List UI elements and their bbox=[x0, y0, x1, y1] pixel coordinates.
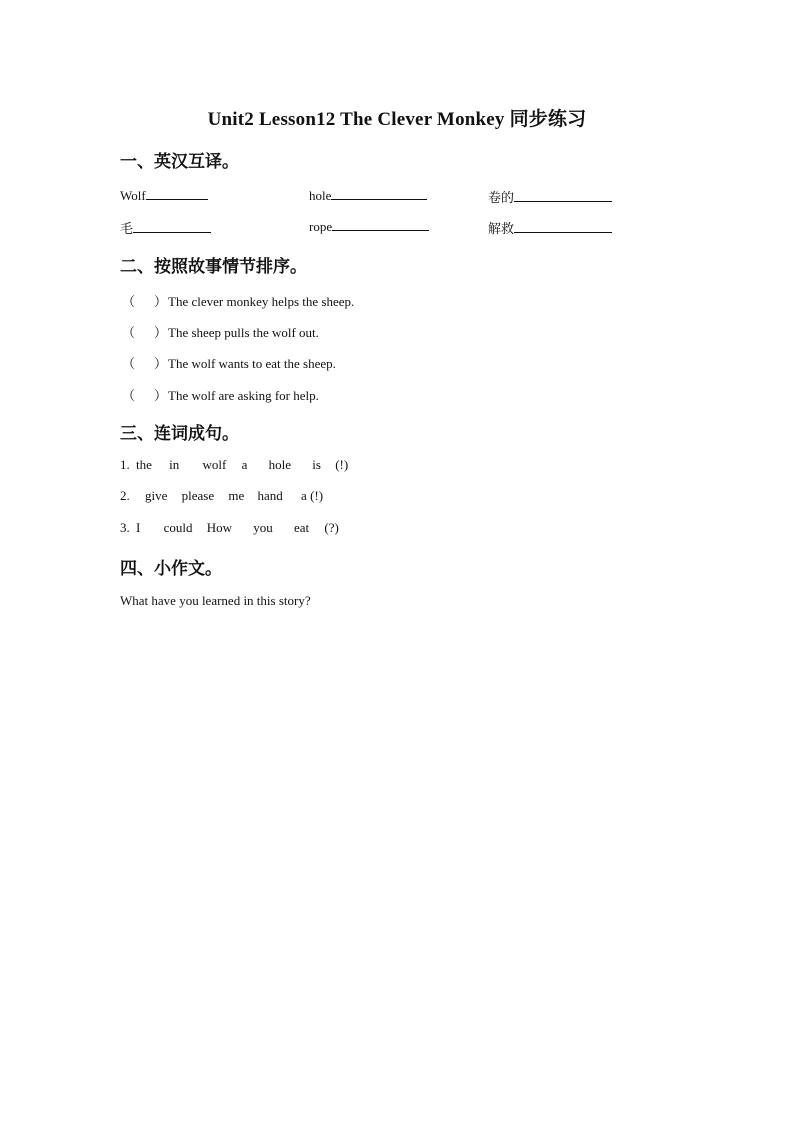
answer-paren-close: ） bbox=[154, 388, 168, 403]
answer-blank[interactable] bbox=[133, 220, 211, 233]
vocab-label: 解救 bbox=[488, 221, 515, 236]
word: in bbox=[169, 457, 180, 472]
word: hand bbox=[257, 488, 283, 503]
page-title: Unit2 Lesson12 The Clever Monkey 同步练习 bbox=[207, 109, 587, 130]
order-item-text: The wolf wants to eat the sheep. bbox=[168, 356, 336, 371]
answer-paren-open[interactable]: （ bbox=[122, 325, 136, 340]
vocab-item-wolf bbox=[120, 187, 208, 204]
answer-paren-close: ） bbox=[154, 325, 168, 340]
word: I bbox=[136, 520, 141, 535]
word: me bbox=[228, 488, 245, 503]
word: a bbox=[241, 457, 248, 472]
answer-blank[interactable] bbox=[146, 187, 208, 200]
word: a (!) bbox=[301, 488, 324, 503]
section3-heading: 三、连词成句。 bbox=[120, 424, 239, 443]
vocab-item-rope bbox=[309, 218, 429, 235]
section1-heading: 一、英汉互译。 bbox=[120, 152, 239, 171]
scramble-sentence-1 bbox=[120, 457, 348, 473]
word: (?) bbox=[324, 520, 339, 535]
answer-paren-close: ） bbox=[154, 294, 168, 309]
item-number: 1. bbox=[120, 457, 130, 472]
order-item bbox=[122, 291, 354, 310]
vocab-label: Wolf bbox=[120, 188, 146, 203]
order-item-text: The clever monkey helps the sheep. bbox=[168, 294, 355, 309]
word: please bbox=[181, 488, 215, 503]
answer-blank[interactable] bbox=[514, 220, 612, 233]
answer-paren-close: ） bbox=[154, 356, 168, 371]
word: you bbox=[253, 520, 273, 535]
vocab-label: rope bbox=[309, 219, 333, 234]
answer-blank[interactable] bbox=[332, 218, 429, 231]
vocab-label: hole bbox=[309, 188, 332, 203]
order-item bbox=[122, 385, 319, 404]
order-item bbox=[122, 353, 336, 372]
word: How bbox=[206, 520, 233, 535]
word: eat bbox=[294, 520, 310, 535]
scramble-sentence-2 bbox=[120, 488, 323, 504]
answer-paren-open[interactable]: （ bbox=[122, 356, 136, 371]
word: (!) bbox=[335, 457, 349, 472]
word: is bbox=[312, 457, 321, 472]
vocab-label: 卷的 bbox=[488, 190, 515, 205]
vocab-item-curly bbox=[488, 187, 612, 206]
word: hole bbox=[268, 457, 292, 472]
section4-heading: 四、小作文。 bbox=[120, 559, 222, 578]
writing-prompt: What have you learned in this story? bbox=[120, 593, 311, 608]
order-item-text: The wolf are asking for help. bbox=[168, 388, 319, 403]
word: could bbox=[163, 520, 193, 535]
answer-blank[interactable] bbox=[514, 189, 612, 202]
item-number: 3. bbox=[120, 520, 130, 535]
scramble-sentence-3 bbox=[120, 520, 339, 536]
answer-paren-open[interactable]: （ bbox=[122, 388, 136, 403]
section2-heading: 二、按照故事情节排序。 bbox=[120, 257, 307, 276]
word: the bbox=[136, 457, 152, 472]
order-item bbox=[122, 322, 319, 341]
vocab-label: 毛 bbox=[120, 221, 134, 236]
word: give bbox=[145, 488, 168, 503]
vocab-item-rescue bbox=[488, 218, 612, 237]
word: wolf bbox=[202, 457, 227, 472]
vocab-item-hole bbox=[309, 187, 427, 204]
order-item-text: The sheep pulls the wolf out. bbox=[168, 325, 319, 340]
answer-blank[interactable] bbox=[331, 187, 427, 200]
vocab-item-fur bbox=[120, 218, 211, 237]
item-number: 2. bbox=[120, 488, 130, 503]
answer-paren-open[interactable]: （ bbox=[122, 294, 136, 309]
